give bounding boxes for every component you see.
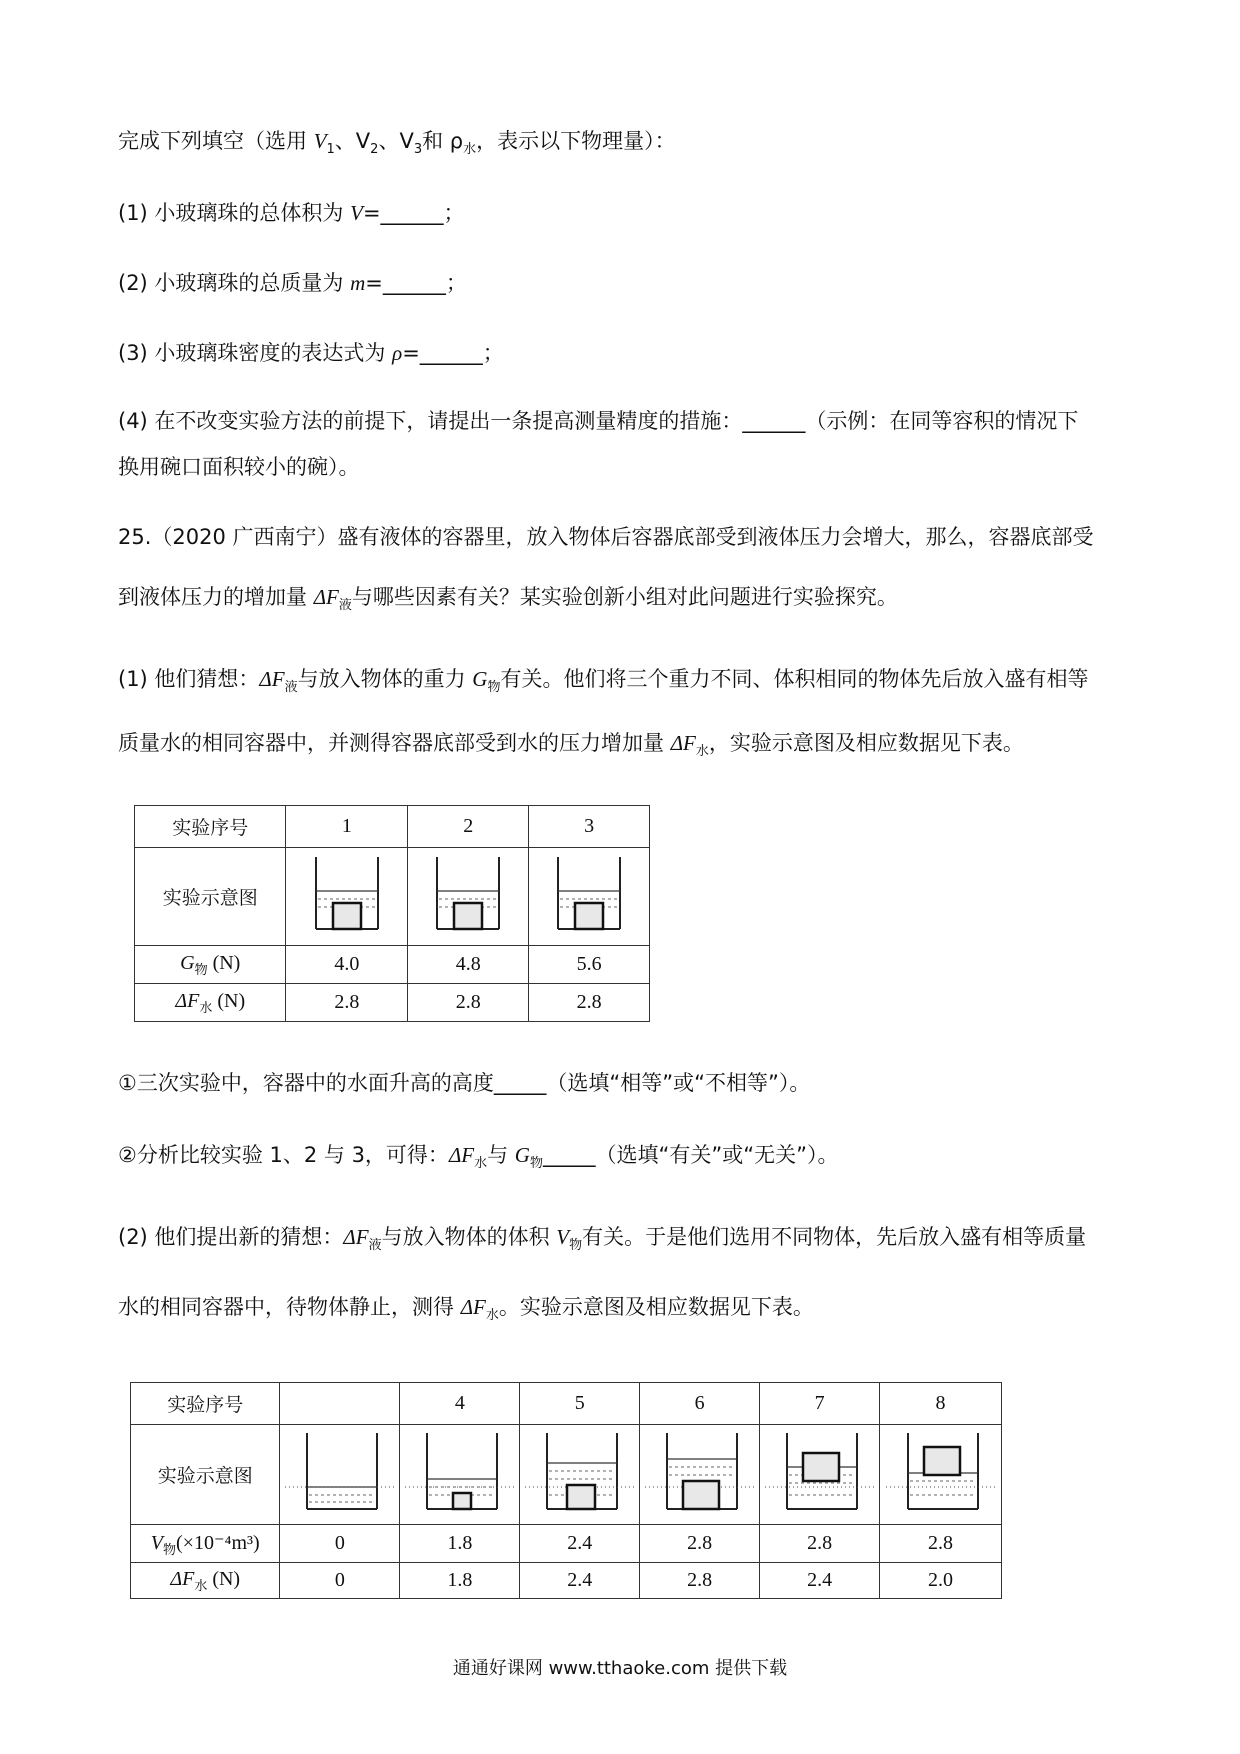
table2-diagram-label: 实验示意图 (131, 1425, 280, 1525)
c2-text-c: _____（选填“有关”或“无关”）。 (542, 1143, 839, 1167)
part-2-line-1 (118, 1222, 1086, 1261)
table2-v-value: 1.8 (400, 1525, 520, 1563)
beaker-diagram (886, 1429, 996, 1515)
sub-obj: 物 (529, 1156, 543, 1172)
sub-obj: 物 (162, 1541, 176, 1557)
table2-v-value: 2.8 (880, 1525, 1002, 1563)
p1-text-a: (1) 他们猜想： (118, 667, 260, 691)
p2-text-c: 有关。于是他们选用不同物体，先后放入盛有相等质量 (582, 1225, 1087, 1249)
table2-col-5: 5 (520, 1383, 640, 1425)
unit: (×10⁻⁴m³) (176, 1531, 260, 1554)
c1-text: ①三次实验中，容器中的水面升高的高度_____（选填“相等”或“不相等”）。 (118, 1071, 811, 1095)
sub-water: 水 (199, 999, 213, 1015)
table2-df-label (131, 1563, 280, 1599)
table2-col-7: 7 (760, 1383, 880, 1425)
unit: (N) (212, 951, 241, 974)
table1-header-label: 实验序号 (135, 806, 286, 848)
q2-blank: =______； (365, 271, 467, 295)
q1-text: (1) 小玻璃珠的总体积为 (118, 201, 351, 225)
table2-v-value: 2.8 (640, 1525, 760, 1563)
sub-liquid: 液 (368, 1238, 382, 1254)
delta-f-symbol: ΔF (313, 585, 339, 609)
q1-blank: =______； (362, 201, 465, 225)
table2-col-6: 6 (640, 1383, 760, 1425)
table2-diagram-7 (760, 1425, 880, 1525)
table2-diagram-4 (400, 1425, 520, 1525)
beaker-diagram (405, 1429, 515, 1515)
intro-text: 完成下列填空（选用 (118, 129, 314, 153)
part-1-line-2 (118, 728, 1024, 767)
p1-text-b: 与放入物体的重力 (297, 667, 473, 691)
beaker-diagram (645, 1429, 755, 1515)
q2-text: (2) 小玻璃珠的总质量为 (118, 271, 351, 295)
problem-25-line-2 (118, 582, 898, 621)
part-2-line-2 (118, 1292, 814, 1331)
table2-df-value: 2.8 (640, 1563, 760, 1599)
c2-text-a: ②分析比较实验 1、2 与 3，可得： (118, 1143, 449, 1167)
p2-text-d: 水的相同容器中，待物体静止，测得 (118, 1295, 461, 1319)
table1-diagram-3 (529, 848, 650, 946)
table1-diagram-2 (408, 848, 529, 946)
table2-diagram-0 (280, 1425, 400, 1525)
var-v1: V (313, 129, 327, 153)
p1-text-d: 质量水的相同容器中，并测得容器底部受到水的压力增加量 (118, 731, 671, 755)
q3-var: ρ (392, 341, 403, 365)
delta-f-symbol: ΔF (460, 1295, 486, 1319)
delta-f-symbol: ΔF (259, 667, 285, 691)
question-2 (118, 268, 467, 298)
problem-25-line-1 (118, 522, 1094, 552)
sub-water: 水 (474, 1156, 488, 1172)
g-symbol: G (472, 667, 488, 691)
sub-water: 水 (695, 744, 709, 760)
table1-g-value: 4.8 (408, 946, 529, 984)
sub-obj: 物 (194, 961, 208, 977)
q2-var: m (350, 271, 366, 295)
intro-text-d: 和 ρ (422, 129, 464, 153)
table2-df-value: 0 (280, 1563, 400, 1599)
question-4-line-1 (118, 406, 1078, 436)
unit: (N) (212, 1567, 241, 1590)
table1-df-value: 2.8 (529, 984, 650, 1022)
table2-v-value: 2.4 (520, 1525, 640, 1563)
delta-f-symbol: ΔF (175, 989, 200, 1012)
table1-df-value: 2.8 (286, 984, 408, 1022)
q1-var: V (350, 201, 363, 225)
sub-water: 水 (485, 1308, 499, 1324)
table1-df-value: 2.8 (408, 984, 529, 1022)
q3-text: (3) 小玻璃珠密度的表达式为 (118, 341, 393, 365)
experiment-table-2 (130, 1382, 1002, 1599)
table2-v-value: 2.8 (760, 1525, 880, 1563)
beaker-diagram (306, 853, 388, 935)
q4-text-2: 换用碗口面积较小的碗）。 (118, 455, 360, 479)
beaker-diagram (765, 1429, 875, 1515)
q3-blank: =______； (402, 341, 504, 365)
table2-col-8: 8 (880, 1383, 1002, 1425)
sub-obj: 物 (569, 1238, 583, 1254)
g-symbol: G (514, 1143, 530, 1167)
table1-col-1: 1 (286, 806, 408, 848)
beaker-diagram (285, 1429, 395, 1515)
sub-question-2 (118, 1140, 839, 1179)
table1-g-label (135, 946, 286, 984)
table2-col-4: 4 (400, 1383, 520, 1425)
table2-diagram-6 (640, 1425, 760, 1525)
beaker-diagram (548, 853, 630, 935)
table2-df-value: 2.0 (880, 1563, 1002, 1599)
table2-df-value: 1.8 (400, 1563, 520, 1599)
table2-diagram-8 (880, 1425, 1002, 1525)
p25-text-1: 25.（2020 广西南宁）盛有液体的容器里，放入物体后容器底部受到液体压力会增大，那么，容器底部受 (118, 525, 1094, 549)
table2-diagram-5 (520, 1425, 640, 1525)
sub-liquid: 液 (338, 598, 352, 614)
unit: (N) (217, 989, 246, 1012)
table2-col-0 (280, 1383, 400, 1425)
table1-diagram-label: 实验示意图 (135, 848, 286, 946)
intro-text-b: 、V (334, 129, 371, 153)
sub-1: 1 (326, 142, 335, 158)
p25-text-2a: 到液体压力的增加量 (118, 585, 314, 609)
delta-f-symbol: ΔF (170, 1567, 195, 1590)
v-symbol: V (150, 1531, 163, 1554)
delta-f-symbol: ΔF (670, 731, 696, 755)
table2-v-label (131, 1525, 280, 1563)
question-1 (118, 198, 465, 228)
p2-text-a: (2) 他们提出新的猜想： (118, 1225, 344, 1249)
table1-diagram-1 (286, 848, 408, 946)
sub-question-1 (118, 1068, 810, 1098)
sub-2: 2 (370, 142, 379, 158)
intro-text-c: 、V (378, 129, 414, 153)
v-symbol: V (556, 1225, 570, 1249)
sub-water: 水 (463, 142, 477, 158)
sub-3: 3 (413, 142, 423, 158)
question-4-line-2 (118, 452, 360, 482)
delta-f-symbol: ΔF (343, 1225, 369, 1249)
c2-text-b: 与 (487, 1143, 515, 1167)
intro-line (118, 126, 676, 165)
p25-text-2b: 与哪些因素有关？某实验创新小组对此问题进行实验探究。 (351, 585, 898, 609)
sub-water: 水 (194, 1577, 208, 1593)
beaker-diagram (525, 1429, 635, 1515)
sub-obj: 物 (487, 680, 501, 696)
q4-text-1: (4) 在不改变实验方法的前提下，请提出一条提高测量精度的措施：______（示例：在同等容积的情况下 (118, 409, 1079, 433)
beaker-diagram (427, 853, 509, 935)
table2-df-value: 2.4 (760, 1563, 880, 1599)
sub-liquid: 液 (284, 680, 298, 696)
table1-g-value: 5.6 (529, 946, 650, 984)
part-1-line-1 (118, 664, 1088, 703)
table2-header-label: 实验序号 (131, 1383, 280, 1425)
p1-text-e: ，实验示意图及相应数据见下表。 (708, 731, 1024, 755)
table1-col-2: 2 (408, 806, 529, 848)
table2-v-value: 0 (280, 1525, 400, 1563)
table1-col-3: 3 (529, 806, 650, 848)
table1-df-label (135, 984, 286, 1022)
page-footer: 通通好课网 www.tthaoke.com 提供下载 (452, 1658, 788, 1679)
p1-text-c: 有关。他们将三个重力不同、体积相同的物体先后放入盛有相等 (500, 667, 1089, 691)
g-symbol: G (180, 951, 195, 974)
experiment-table-1 (134, 805, 650, 1022)
delta-f-symbol: ΔF (448, 1143, 475, 1167)
intro-text-e: ，表示以下物理量）： (476, 129, 676, 153)
table2-df-value: 2.4 (520, 1563, 640, 1599)
question-3 (118, 338, 504, 368)
p2-text-b: 与放入物体的体积 (381, 1225, 557, 1249)
table1-g-value: 4.0 (286, 946, 408, 984)
p2-text-e: 。实验示意图及相应数据见下表。 (498, 1295, 814, 1319)
